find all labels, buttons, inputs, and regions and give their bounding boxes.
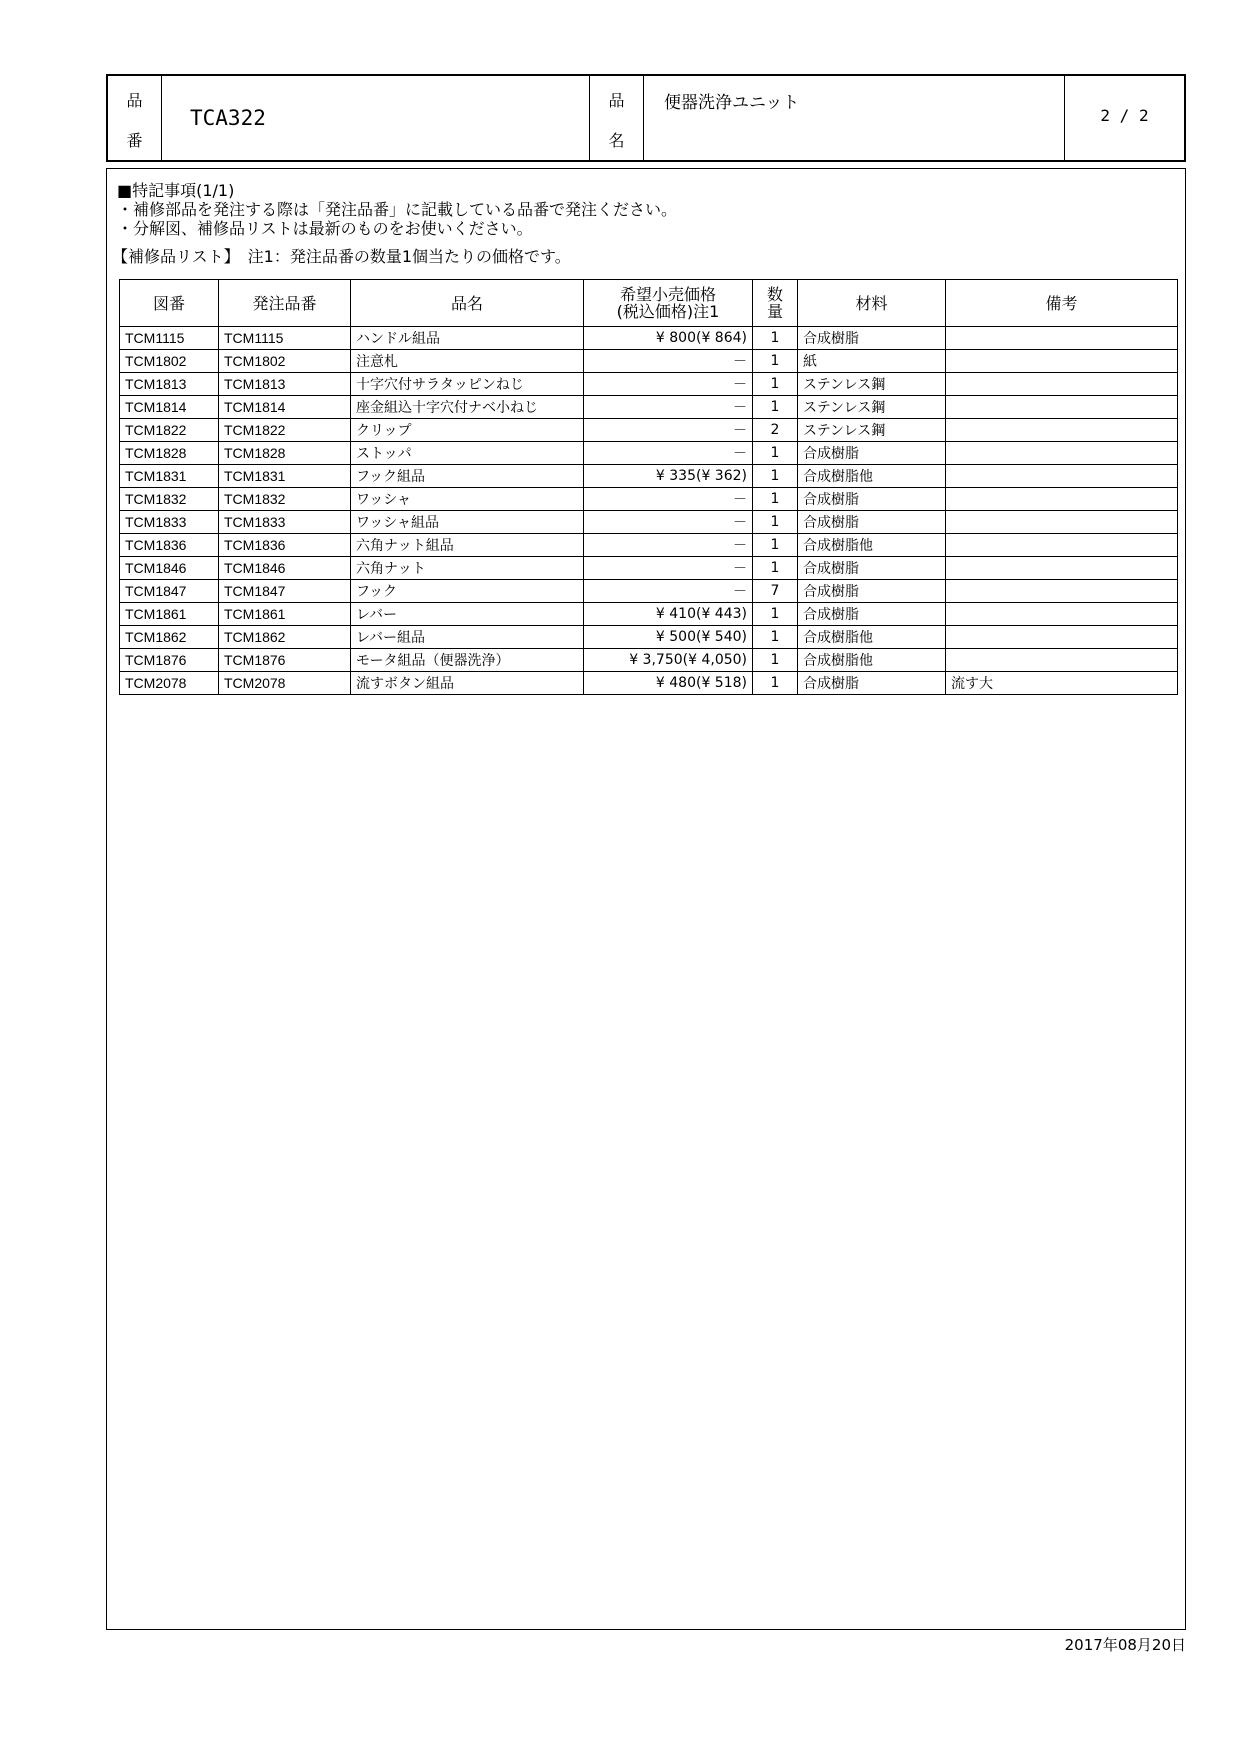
cell-order: TCM1862 [219,626,351,649]
table-row [120,396,1178,419]
table-row [120,465,1178,488]
cell-remarks [946,350,1178,373]
cell-price: － [584,442,753,465]
cell-qty: 1 [753,603,798,626]
cell-material: 合成樹脂 [798,511,946,534]
cell-price: ¥ 500(¥ 540) [584,626,753,649]
cell-fig: TCM1836 [120,534,219,557]
document-header [106,74,1186,162]
product-code: TCA322 [190,106,266,130]
cell-remarks [946,419,1178,442]
cell-remarks [946,327,1178,350]
col-quantity [753,280,798,327]
page-number: 2 / 2 [1100,106,1149,125]
cell-remarks: 流す大 [946,672,1178,695]
cell-name: 六角ナット組品 [351,534,584,557]
cell-fig: TCM1822 [120,419,219,442]
document-date: 2017年08月20日 [1064,1636,1186,1654]
cell-qty: 1 [753,534,798,557]
cell-material: 合成樹脂 [798,580,946,603]
col-remarks: 備考 [946,280,1178,327]
cell-qty: 1 [753,465,798,488]
cell-qty: 1 [753,557,798,580]
product-name-label-bottom: 名 [608,131,625,150]
notes-line-order: ・補修部品を発注する際は「発注品番」に記載している品番で発注ください。 [117,200,678,219]
cell-name: 注意札 [351,350,584,373]
table-row [120,488,1178,511]
cell-price: ¥ 3,750(¥ 4,050) [584,649,753,672]
cell-name: クリップ [351,419,584,442]
cell-name: 十字穴付サラタッピンねじ [351,373,584,396]
cell-fig: TCM1833 [120,511,219,534]
cell-price: － [584,373,753,396]
col-fig-number: 図番 [120,280,219,327]
table-row [120,350,1178,373]
cell-remarks [946,488,1178,511]
cell-fig: TCM1832 [120,488,219,511]
cell-remarks [946,649,1178,672]
cell-fig: TCM1802 [120,350,219,373]
cell-qty: 7 [753,580,798,603]
cell-fig: TCM1861 [120,603,219,626]
cell-order: TCM1861 [219,603,351,626]
col-price-line1: 希望小売価格 [619,285,716,304]
table-row [120,603,1178,626]
cell-material: 合成樹脂他 [798,534,946,557]
cell-remarks [946,626,1178,649]
col-qty-line1: 数 [766,285,783,304]
cell-order: TCM1832 [219,488,351,511]
product-name-cell [644,76,1065,160]
cell-fig: TCM2078 [120,672,219,695]
cell-material: ステンレス鋼 [798,396,946,419]
cell-name: レバー [351,603,584,626]
cell-price: － [584,534,753,557]
parts-list-title: 【補修品リスト】 注1：発注品番の数量1個当たりの価格です。 [112,247,571,266]
cell-remarks [946,557,1178,580]
page-number-cell [1065,76,1184,160]
cell-material: 合成樹脂他 [798,626,946,649]
table-row [120,327,1178,350]
cell-name: モータ組品（便器洗浄） [351,649,584,672]
cell-name: ワッシャ [351,488,584,511]
cell-price: ¥ 335(¥ 362) [584,465,753,488]
cell-name: レバー組品 [351,626,584,649]
col-order-number: 発注品番 [219,280,351,327]
cell-qty: 2 [753,419,798,442]
cell-remarks [946,442,1178,465]
table-row [120,442,1178,465]
table-row [120,557,1178,580]
cell-order: TCM1115 [219,327,351,350]
cell-material: 合成樹脂 [798,672,946,695]
cell-fig: TCM1847 [120,580,219,603]
cell-name: フック組品 [351,465,584,488]
cell-qty: 1 [753,350,798,373]
cell-remarks [946,511,1178,534]
table-row [120,580,1178,603]
cell-remarks [946,373,1178,396]
special-notes [117,181,677,238]
col-material: 材料 [798,280,946,327]
cell-material: 合成樹脂 [798,442,946,465]
cell-material: ステンレス鋼 [798,419,946,442]
cell-fig: TCM1876 [120,649,219,672]
cell-name: 六角ナット [351,557,584,580]
product-name-label [590,76,644,160]
cell-qty: 1 [753,488,798,511]
col-qty-line2: 量 [766,302,783,321]
cell-qty: 1 [753,396,798,419]
cell-order: TCM2078 [219,672,351,695]
table-row [120,534,1178,557]
cell-fig: TCM1862 [120,626,219,649]
cell-name: 座金組込十字穴付ナベ小ねじ [351,396,584,419]
cell-fig: TCM1814 [120,396,219,419]
cell-material: 合成樹脂他 [798,465,946,488]
cell-price: － [584,580,753,603]
cell-material: 合成樹脂 [798,557,946,580]
cell-material: 合成樹脂他 [798,649,946,672]
cell-order: TCM1847 [219,580,351,603]
cell-remarks [946,396,1178,419]
cell-qty: 1 [753,672,798,695]
notes-heading: ■特記事項(1/1) [117,181,235,200]
product-code-label [108,76,162,160]
cell-price: ¥ 480(¥ 518) [584,672,753,695]
cell-material: ステンレス鋼 [798,373,946,396]
cell-price: － [584,488,753,511]
parts-table-body [120,327,1178,695]
cell-price: － [584,419,753,442]
cell-price: ¥ 410(¥ 443) [584,603,753,626]
table-row [120,419,1178,442]
document-body [106,168,1186,1630]
cell-fig: TCM1846 [120,557,219,580]
cell-material: 合成樹脂 [798,488,946,511]
col-price-line2: (税込価格)注1 [616,302,720,321]
cell-name: ストッパ [351,442,584,465]
cell-name: ワッシャ組品 [351,511,584,534]
product-code-label-top: 品 [126,91,143,110]
table-row [120,373,1178,396]
cell-remarks [946,603,1178,626]
product-name: 便器洗浄ユニット [664,93,800,113]
cell-order: TCM1802 [219,350,351,373]
cell-material: 合成樹脂 [798,603,946,626]
product-code-label-bottom: 番 [126,131,143,150]
cell-price: － [584,350,753,373]
cell-qty: 1 [753,373,798,396]
cell-order: TCM1822 [219,419,351,442]
cell-qty: 1 [753,626,798,649]
cell-price: － [584,557,753,580]
cell-fig: TCM1115 [120,327,219,350]
cell-price: ¥ 800(¥ 864) [584,327,753,350]
cell-qty: 1 [753,649,798,672]
cell-order: TCM1831 [219,465,351,488]
table-row [120,672,1178,695]
cell-remarks [946,465,1178,488]
cell-fig: TCM1828 [120,442,219,465]
col-part-name: 品名 [351,280,584,327]
table-header-row [120,280,1178,327]
cell-qty: 1 [753,327,798,350]
cell-order: TCM1836 [219,534,351,557]
notes-line-latest: ・分解図、補修品リストは最新のものをお使いください。 [117,219,533,238]
cell-remarks [946,580,1178,603]
cell-qty: 1 [753,511,798,534]
cell-order: TCM1846 [219,557,351,580]
table-row [120,626,1178,649]
cell-remarks [946,534,1178,557]
cell-name: フック [351,580,584,603]
cell-qty: 1 [753,442,798,465]
table-row [120,649,1178,672]
cell-price: － [584,511,753,534]
cell-name: ハンドル組品 [351,327,584,350]
cell-material: 紙 [798,350,946,373]
product-name-label-top: 品 [608,91,625,110]
cell-order: TCM1833 [219,511,351,534]
table-row [120,511,1178,534]
product-code-cell [162,76,590,160]
cell-order: TCM1814 [219,396,351,419]
cell-order: TCM1813 [219,373,351,396]
cell-fig: TCM1831 [120,465,219,488]
parts-table [119,279,1178,695]
col-price [584,280,753,327]
cell-fig: TCM1813 [120,373,219,396]
cell-order: TCM1828 [219,442,351,465]
cell-order: TCM1876 [219,649,351,672]
cell-price: － [584,396,753,419]
cell-material: 合成樹脂 [798,327,946,350]
cell-name: 流すボタン組品 [351,672,584,695]
